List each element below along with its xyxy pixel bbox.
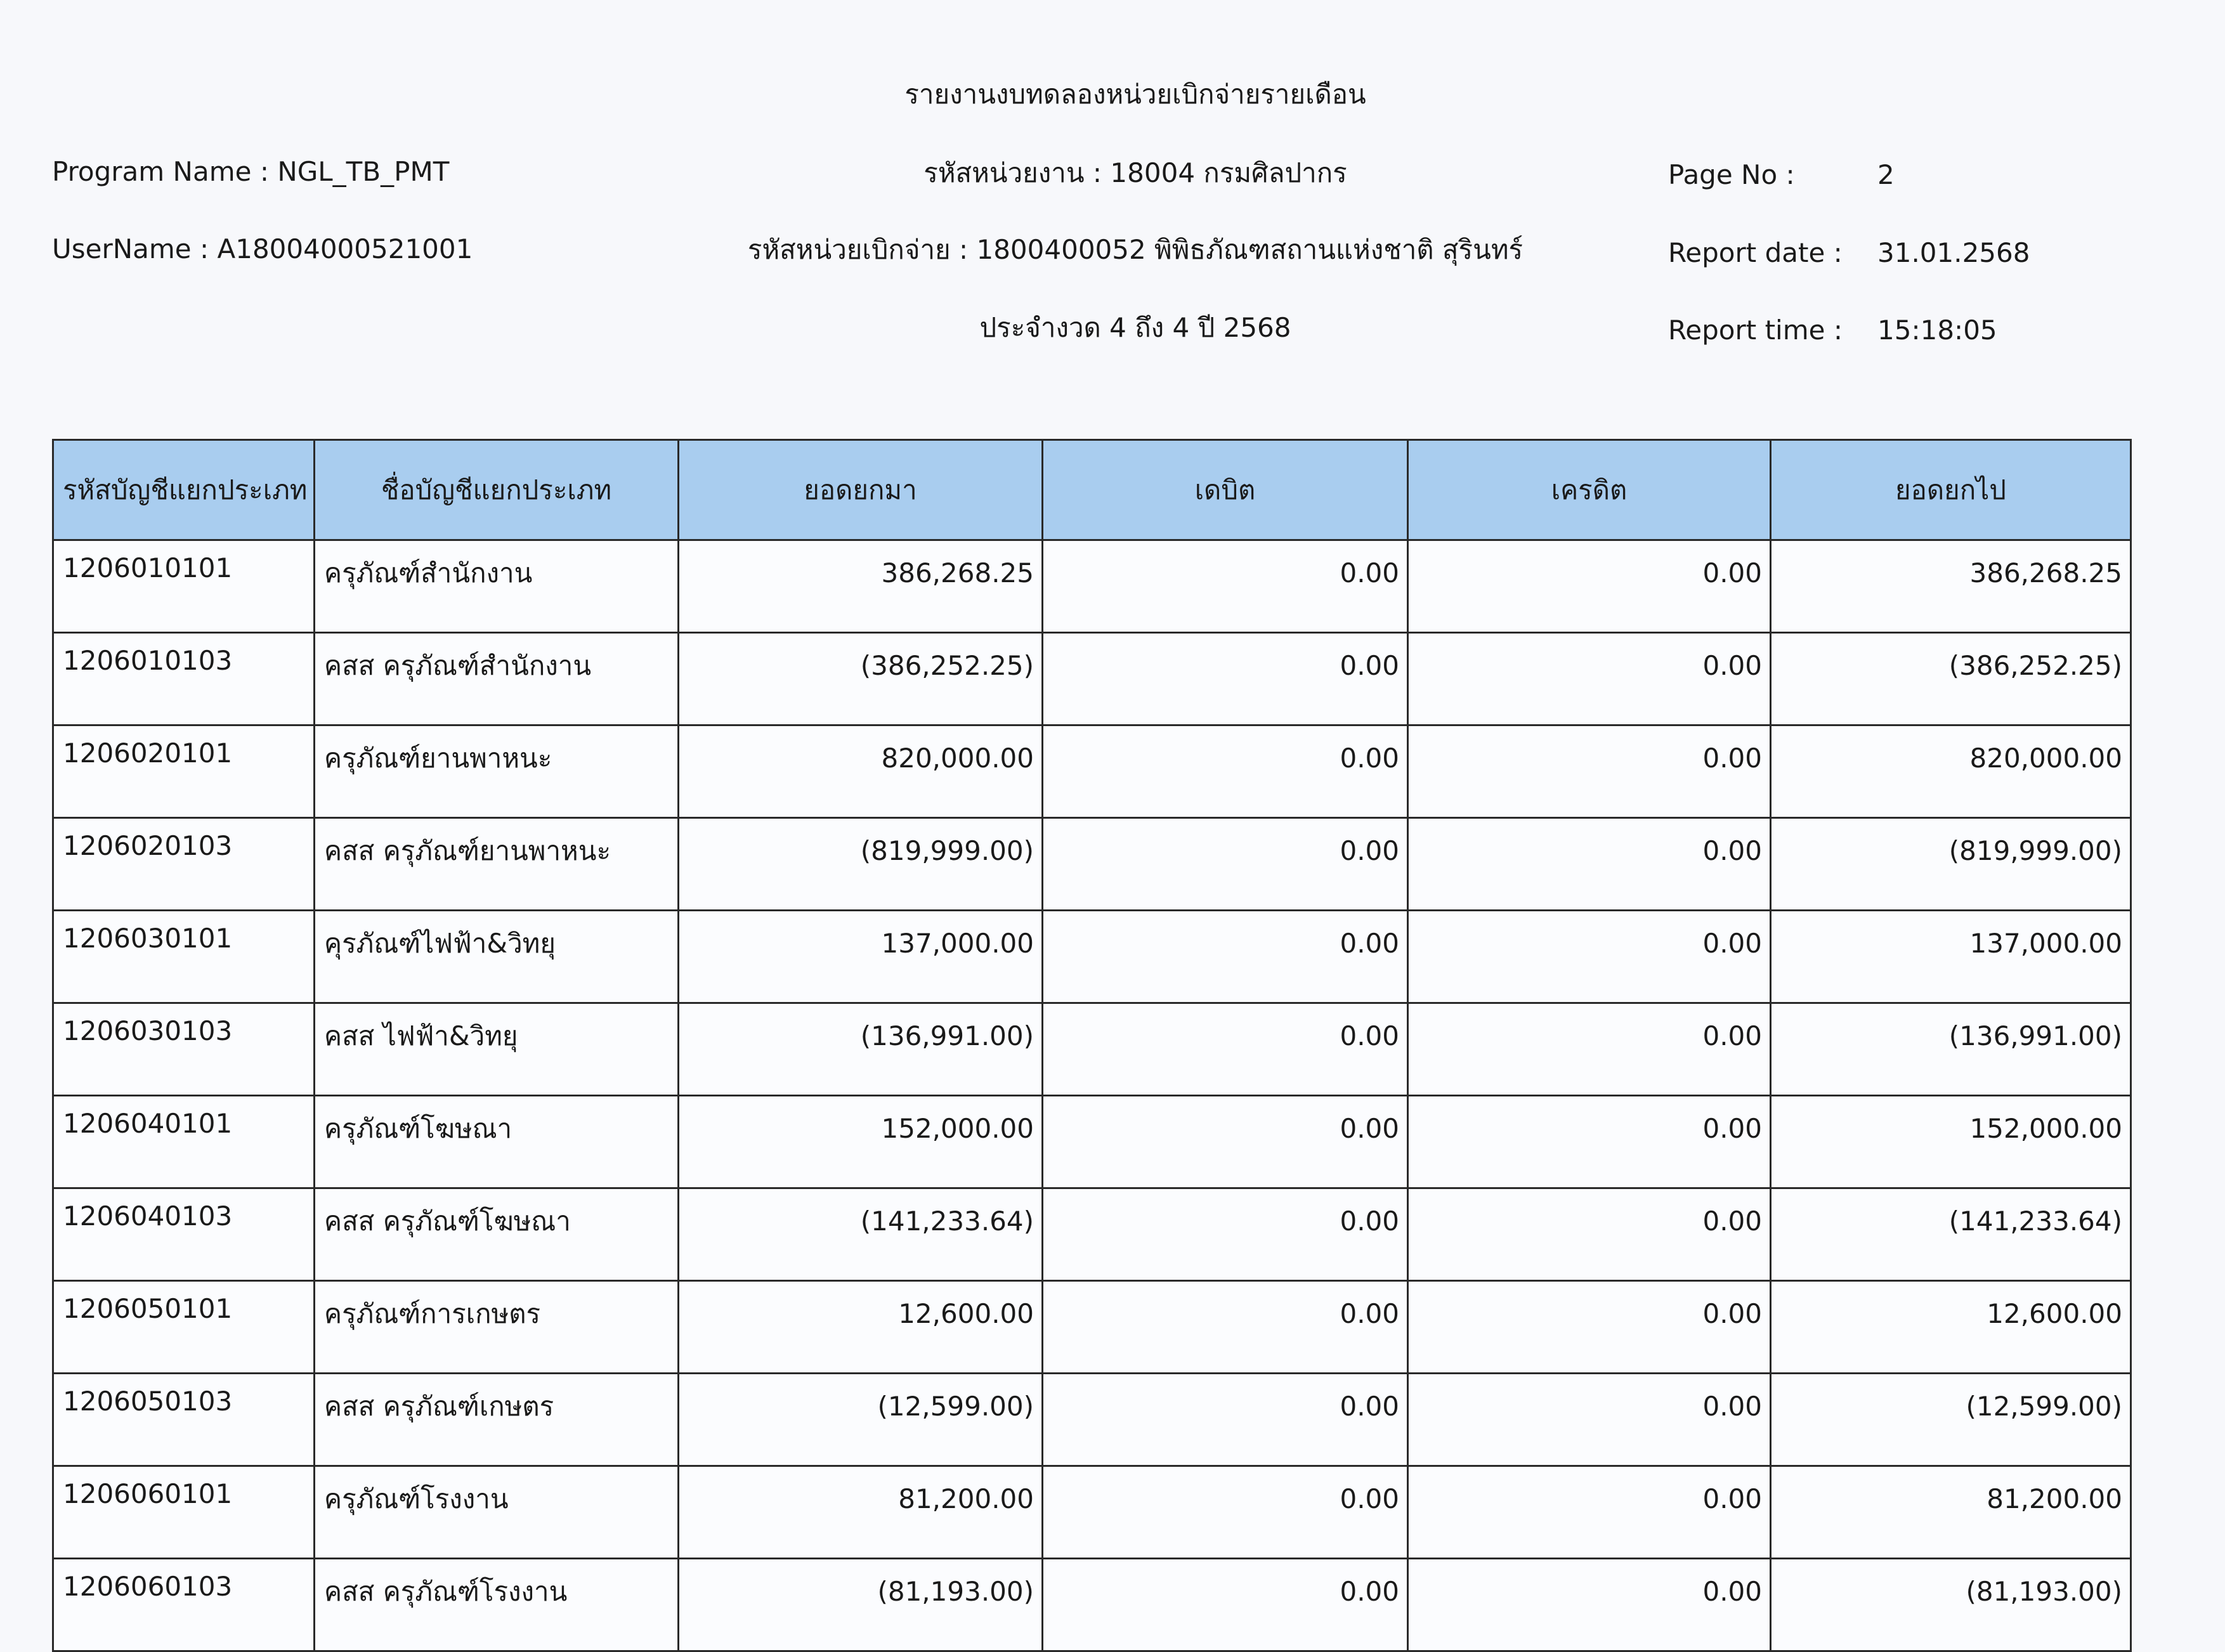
- carried-forward-cell: (819,999.00): [1771, 818, 2131, 911]
- carried-forward-cell: 820,000.00: [1771, 725, 2131, 818]
- carried-forward-cell: 152,000.00: [1771, 1096, 2131, 1188]
- table-header-row: [53, 440, 2131, 540]
- credit-cell: 0.00: [1408, 633, 1771, 725]
- table-row: [53, 633, 2131, 725]
- account-name-cell: คสส ครุภัณฑ์โรงงาน: [315, 1559, 679, 1651]
- account-name-cell: คสส ครุภัณฑ์โฆษณา: [315, 1188, 679, 1281]
- disbursement-unit-line: รหัสหน่วยเบิกจ่าย : 1800400052 พิพิธภัณฑสถานแห่งชาติ สุรินทร์: [747, 234, 1524, 265]
- user-name: UserName : A18004000521001: [52, 233, 473, 264]
- column-header-account-code: รหัสบัญชีแยกประเภท: [53, 440, 315, 540]
- account-code-cell: 1206060103: [53, 1559, 315, 1651]
- account-name-cell: ครุภัณฑ์สำนักงาน: [315, 540, 679, 633]
- credit-cell: 0.00: [1408, 1466, 1771, 1559]
- account-name-cell: คุรภัณฑ์ไฟฟ้า&วิทยุ: [315, 911, 679, 1003]
- debit-cell: 0.00: [1043, 911, 1408, 1003]
- credit-cell: 0.00: [1408, 1188, 1771, 1281]
- account-name-cell: ครุภัณฑ์โรงงาน: [315, 1466, 679, 1559]
- brought-forward-cell: (81,193.00): [679, 1559, 1043, 1651]
- program-name: Program Name : NGL_TB_PMT: [52, 156, 450, 187]
- debit-cell: 0.00: [1043, 1003, 1408, 1096]
- account-name-cell: คสส ครุภัณฑ์สำนักงาน: [315, 633, 679, 725]
- account-code-cell: 1206060101: [53, 1466, 315, 1559]
- carried-forward-cell: (81,193.00): [1771, 1559, 2131, 1651]
- carried-forward-cell: (12,599.00): [1771, 1374, 2131, 1466]
- brought-forward-cell: 386,268.25: [679, 540, 1043, 633]
- credit-cell: 0.00: [1408, 1374, 1771, 1466]
- account-code-cell: 1206040101: [53, 1096, 315, 1188]
- trial-balance-table: [52, 439, 2132, 1652]
- brought-forward-cell: 137,000.00: [679, 911, 1043, 1003]
- brought-forward-cell: 820,000.00: [679, 725, 1043, 818]
- account-name-cell: ครุภัณฑ์ยานพาหนะ: [315, 725, 679, 818]
- account-code-cell: 1206020103: [53, 818, 315, 911]
- carried-forward-cell: 386,268.25: [1771, 540, 2131, 633]
- table-row: [53, 540, 2131, 633]
- credit-cell: 0.00: [1408, 540, 1771, 633]
- account-code-cell: 1206010101: [53, 540, 315, 633]
- brought-forward-cell: (12,599.00): [679, 1374, 1043, 1466]
- carried-forward-cell: 81,200.00: [1771, 1466, 2131, 1559]
- brought-forward-cell: 12,600.00: [679, 1281, 1043, 1374]
- page-no-value: 2: [1877, 159, 1895, 190]
- brought-forward-cell: (141,233.64): [679, 1188, 1043, 1281]
- debit-cell: 0.00: [1043, 725, 1408, 818]
- report-date-label: Report date :: [1668, 237, 1843, 268]
- account-code-cell: 1206010103: [53, 633, 315, 725]
- account-code-cell: 1206030101: [53, 911, 315, 1003]
- table-row: [53, 1096, 2131, 1188]
- account-name-cell: คสส ครุภัณฑ์ยานพาหนะ: [315, 818, 679, 911]
- credit-cell: 0.00: [1408, 1559, 1771, 1651]
- table-row: [53, 1003, 2131, 1096]
- table-row: [53, 1281, 2131, 1374]
- account-code-cell: 1206020101: [53, 725, 315, 818]
- brought-forward-cell: 81,200.00: [679, 1466, 1043, 1559]
- debit-cell: 0.00: [1043, 1096, 1408, 1188]
- report-title: รายงานงบทดลองหน่วยเบิกจ่ายรายเดือน: [904, 79, 1366, 110]
- debit-cell: 0.00: [1043, 818, 1408, 911]
- credit-cell: 0.00: [1408, 1281, 1771, 1374]
- account-code-cell: 1206050101: [53, 1281, 315, 1374]
- table-row: [53, 725, 2131, 818]
- carried-forward-cell: (136,991.00): [1771, 1003, 2131, 1096]
- brought-forward-cell: (136,991.00): [679, 1003, 1043, 1096]
- account-name-cell: ครุภัณฑ์การเกษตร: [315, 1281, 679, 1374]
- table-row: [53, 1188, 2131, 1281]
- credit-cell: 0.00: [1408, 1003, 1771, 1096]
- column-header-debit: เดบิต: [1043, 440, 1408, 540]
- brought-forward-cell: (819,999.00): [679, 818, 1043, 911]
- report-time-label: Report time :: [1668, 315, 1843, 346]
- debit-cell: 0.00: [1043, 1374, 1408, 1466]
- debit-cell: 0.00: [1043, 1466, 1408, 1559]
- debit-cell: 0.00: [1043, 1559, 1408, 1651]
- report-time-value: 15:18:05: [1877, 315, 1997, 346]
- table-row: [53, 818, 2131, 911]
- account-name-cell: ครุภัณฑ์โฆษณา: [315, 1096, 679, 1188]
- carried-forward-cell: (141,233.64): [1771, 1188, 2131, 1281]
- debit-cell: 0.00: [1043, 633, 1408, 725]
- trial-balance-table-wrap: [52, 439, 2130, 1652]
- brought-forward-cell: 152,000.00: [679, 1096, 1043, 1188]
- credit-cell: 0.00: [1408, 911, 1771, 1003]
- carried-forward-cell: 137,000.00: [1771, 911, 2131, 1003]
- debit-cell: 0.00: [1043, 540, 1408, 633]
- period-line: ประจำงวด 4 ถึง 4 ปี 2568: [979, 312, 1291, 343]
- table-row: [53, 1374, 2131, 1466]
- account-code-cell: 1206030103: [53, 1003, 315, 1096]
- brought-forward-cell: (386,252.25): [679, 633, 1043, 725]
- table-body: [53, 540, 2131, 1651]
- credit-cell: 0.00: [1408, 725, 1771, 818]
- page-no-label: Page No :: [1668, 159, 1795, 190]
- report-date-value: 31.01.2568: [1877, 237, 2030, 268]
- account-code-cell: 1206040103: [53, 1188, 315, 1281]
- agency-line: รหัสหน่วยงาน : 18004 กรมศิลปากร: [923, 157, 1347, 188]
- column-header-brought-forward: ยอดยกมา: [679, 440, 1043, 540]
- table-row: [53, 911, 2131, 1003]
- table-row: [53, 1466, 2131, 1559]
- account-name-cell: คสส ไฟฟ้า&วิทยุ: [315, 1003, 679, 1096]
- account-code-cell: 1206050103: [53, 1374, 315, 1466]
- credit-cell: 0.00: [1408, 818, 1771, 911]
- table-row: [53, 1559, 2131, 1651]
- column-header-credit: เครดิต: [1408, 440, 1771, 540]
- carried-forward-cell: 12,600.00: [1771, 1281, 2131, 1374]
- account-name-cell: คสส ครุภัณฑ์เกษตร: [315, 1374, 679, 1466]
- debit-cell: 0.00: [1043, 1281, 1408, 1374]
- column-header-account-name: ชื่อบัญชีแยกประเภท: [315, 440, 679, 540]
- carried-forward-cell: (386,252.25): [1771, 633, 2131, 725]
- credit-cell: 0.00: [1408, 1096, 1771, 1188]
- column-header-carried-forward: ยอดยกไป: [1771, 440, 2131, 540]
- debit-cell: 0.00: [1043, 1188, 1408, 1281]
